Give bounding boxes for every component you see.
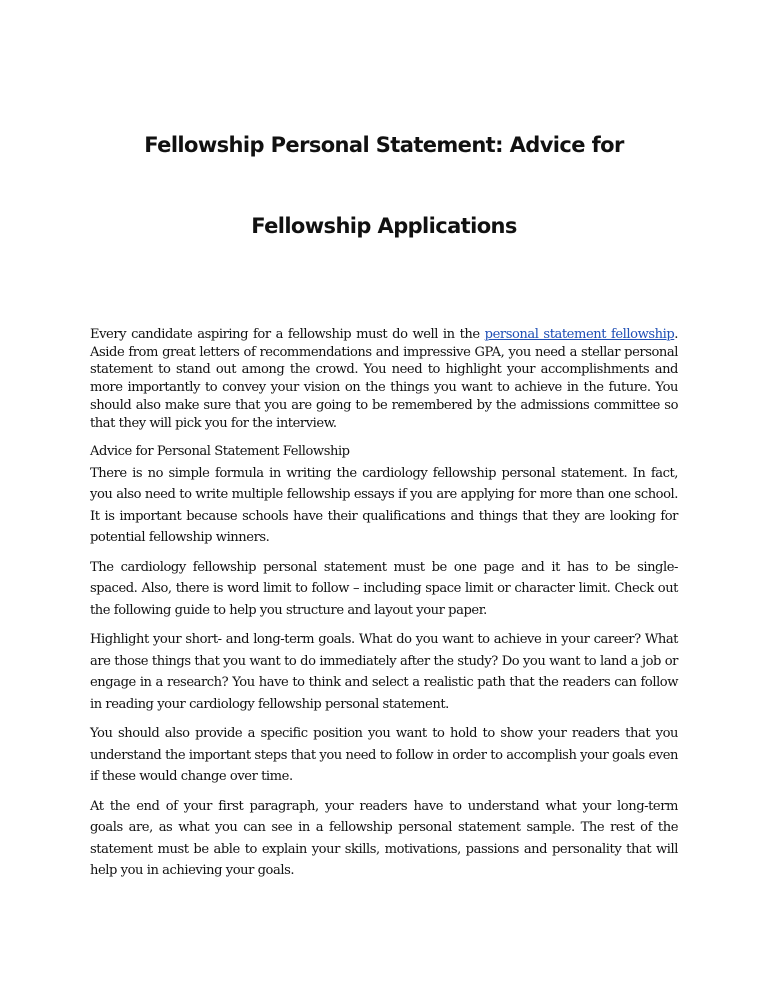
paragraph-2: The cardiology fellowship personal statement must be one page and it has to be single-spaced. Also, there is word limit to follow – including space limit or character limit. Check out the following guide to help you structure and layout your paper. <box>90 559 678 618</box>
intro-text-after-link: . Aside from great letters of recommendations and impressive GPA, you need a stellar personal statement to stand out among the crowd. You need to highlight your accomplishments and more importantly to convey your vision on the things you want to achieve in the future. You should also make sure that you are going to be remembered by the admissions committee so that they will pick you for the interview. <box>90 327 678 431</box>
paragraph-4: You should also provide a specific position you want to hold to show your readers that you understand the important steps that you need to follow in order to accomplish your goals even if these would change over time. <box>90 726 678 785</box>
page-title-line-1: Fellowship Personal Statement: Advice for <box>144 133 624 157</box>
paragraph-5: At the end of your first paragraph, your readers have to understand what your long-term goals are, as what you can see in a fellowship personal statement sample. The rest of the statement must be able to explain your skills, motivations, passions and personality that will help you in achieving your goals. <box>90 798 678 879</box>
paragraph-1-text: There is no simple formula in writing the cardiology fellowship personal statement. In fact, you also need to write multiple fellowship essays if you are applying for more than one school. It is important because schools have their qualifications and things that they are looking for potential fellowship winners. <box>90 465 678 546</box>
intro-paragraph <box>90 326 678 432</box>
page-title-line-2: Fellowship Applications <box>251 214 517 238</box>
document-body <box>90 326 678 890</box>
paragraph-3: Highlight your short- and long-term goals. What do you want to achieve in your career? What are those things that you want to do immediately after the study? Do you want to land a job or engage in a research? You have to think and select a realistic path that the readers can follow in reading your cardiology fellowship personal statement. <box>90 632 678 712</box>
advice-paragraph <box>90 441 678 549</box>
section-heading: Advice for Personal Statement Fellowship <box>90 444 350 460</box>
intro-text-before-link: Every candidate aspiring for a fellowship must do well in the <box>90 327 485 342</box>
personal-statement-fellowship-link[interactable]: personal statement fellowship <box>484 327 675 342</box>
